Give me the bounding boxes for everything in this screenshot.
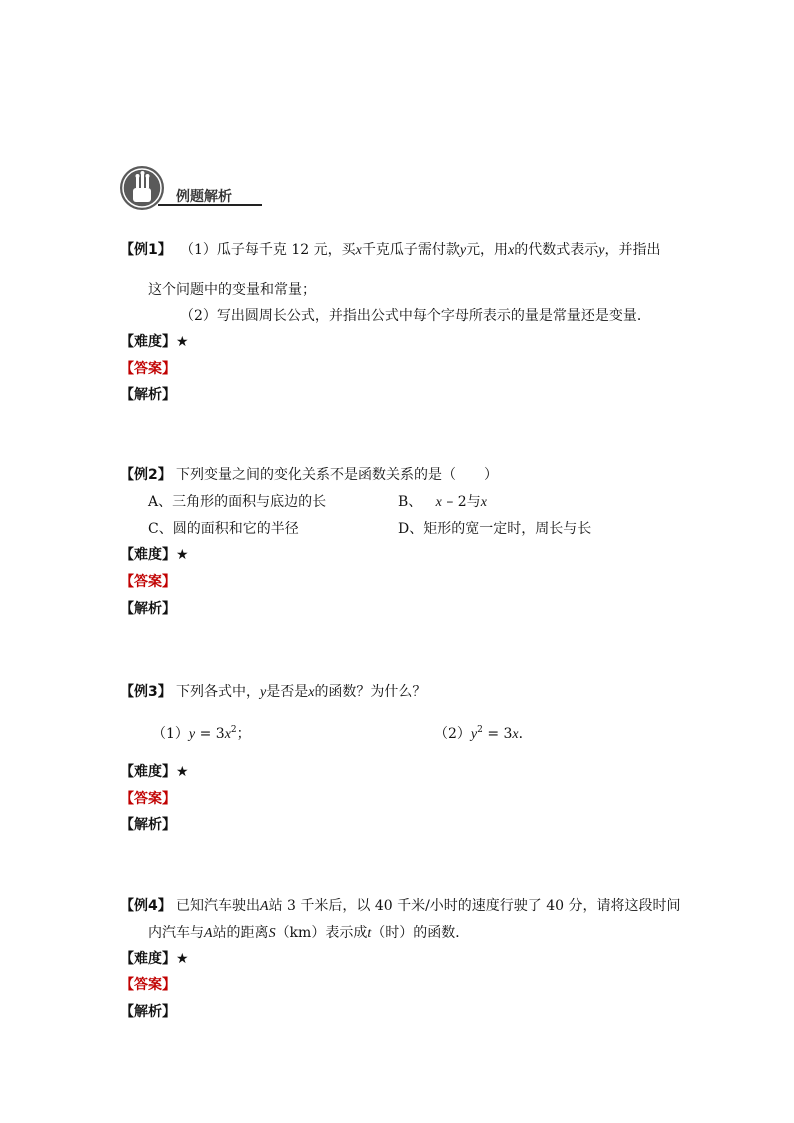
answer-label: 【答案】 bbox=[120, 791, 176, 807]
question-line-continued: 内汽车与A站的距离S（km）表示成t（时）的函数． bbox=[148, 925, 470, 941]
sub-question-1: $(1)y = 3x^2$； bbox=[152, 725, 251, 742]
question-line: 下列变量之间的变化关系不是函数关系的是（ ） bbox=[176, 467, 498, 483]
analysis-label: 【解析】 bbox=[120, 817, 176, 833]
question-line: （1）瓜子每千克 12 元，买x千克瓜子需付款y元，用x的代数式表示y，并指出 bbox=[180, 242, 661, 258]
difficulty-label: 【难度】★ bbox=[120, 547, 189, 563]
example-label: 【例4】 bbox=[120, 898, 172, 914]
option-c: C、圆的面积和它的半径 bbox=[148, 521, 299, 537]
option-b: B、 x – 2与x bbox=[398, 494, 487, 510]
question-line: 已知汽车驶出A站 3 千米后，以 40 千米/小时的速度行驶了 40 分，请将这段时间 bbox=[176, 898, 681, 914]
section-title: 例题解析 bbox=[176, 189, 232, 205]
difficulty-label: 【难度】★ bbox=[120, 764, 189, 780]
star-icon: ★ bbox=[176, 547, 189, 563]
example-label: 【例1】 bbox=[120, 242, 172, 258]
question-part-2: （2）写出圆周长公式，并指出公式中每个字母所表示的量是常量还是变量． bbox=[180, 308, 651, 324]
option-d: D、矩形的宽一定时，周长与长 bbox=[398, 521, 592, 537]
analysis-label: 【解析】 bbox=[120, 1004, 176, 1020]
answer-label: 【答案】 bbox=[120, 977, 176, 993]
section-header bbox=[118, 164, 258, 212]
answer-label: 【答案】 bbox=[120, 574, 176, 590]
answer-label: 【答案】 bbox=[120, 361, 176, 377]
analysis-label: 【解析】 bbox=[120, 601, 176, 617]
analysis-label: 【解析】 bbox=[120, 387, 176, 403]
question-line: 下列各式中，y是否是x的函数？为什么？ bbox=[176, 684, 427, 700]
question-line-continued: 这个问题中的变量和常量； bbox=[148, 282, 316, 298]
difficulty-label: 【难度】★ bbox=[120, 951, 189, 967]
example-label: 【例2】 bbox=[120, 467, 172, 483]
star-icon: ★ bbox=[176, 951, 189, 967]
star-icon: ★ bbox=[176, 334, 189, 350]
example-label: 【例3】 bbox=[120, 684, 172, 700]
difficulty-label: 【难度】★ bbox=[120, 334, 189, 350]
star-icon: ★ bbox=[176, 764, 189, 780]
option-a: A、三角形的面积与底边的长 bbox=[148, 494, 327, 510]
sub-question-2: $(2)y^2 = 3x$． bbox=[434, 725, 533, 742]
